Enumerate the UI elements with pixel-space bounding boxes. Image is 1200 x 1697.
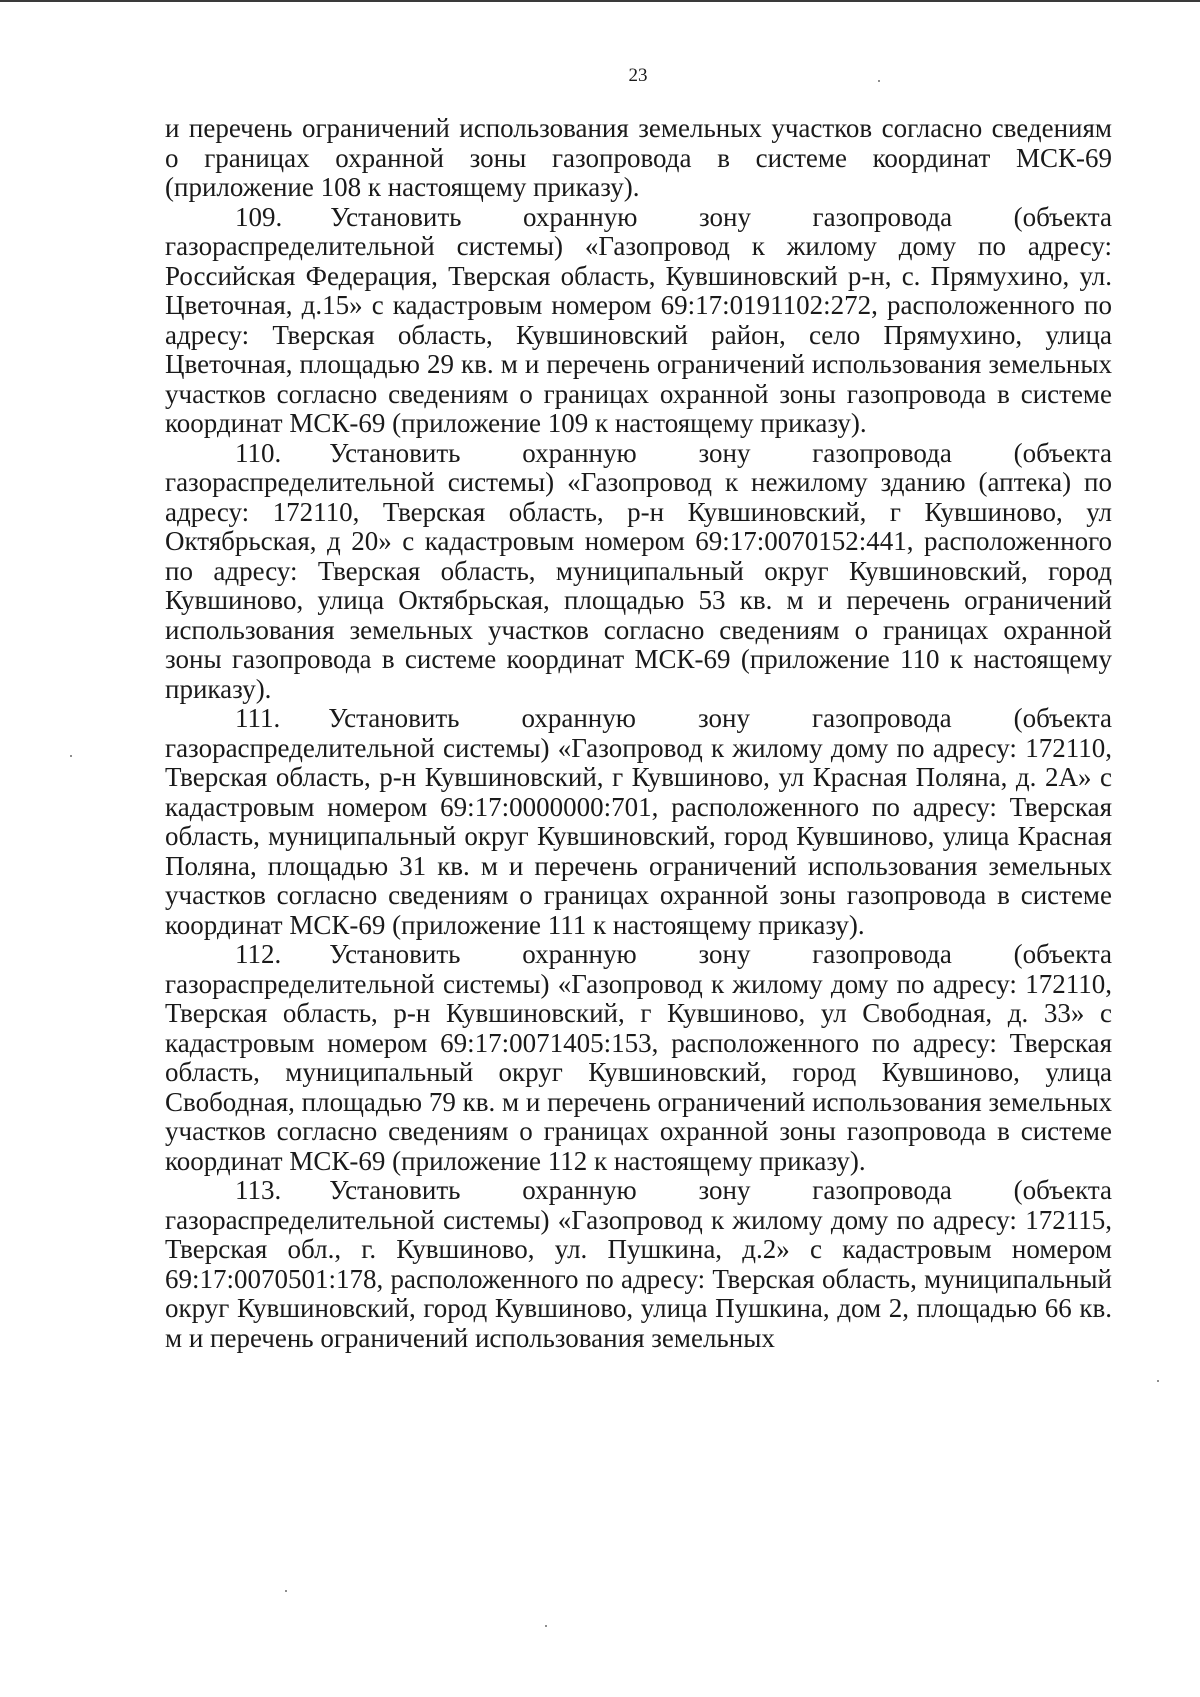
paragraph-item-111: [165, 704, 1112, 940]
paragraph-number: 113.: [235, 1175, 282, 1205]
paragraph-item-112: [165, 940, 1112, 1176]
paragraph-item-109: [165, 203, 1112, 439]
paragraph-text: Установить охранную зону газопровода (объекта газораспределительной системы) «Газопровод к жилому дому по адресу: 172110, Тверская область, р-н Кувшиновский, г Кувшиново, ул Красная Поляна, д. 2А» с кадастровым номером 69:17:0000000:701, расположенного по адресу: Тверская область, муниципальный округ Кувшиновский, город Кувшиново, улица Красная Поляна, площадью 31 кв. м и перечень ограничений использования земельных участков согласно сведениям о границах охранной зоны газопровода в системе координат МСК-69 (приложение 111 к настоящему приказу).: [165, 703, 1112, 940]
scan-speck: [545, 1625, 547, 1627]
paragraph-text: Установить охранную зону газопровода (объекта газораспределительной системы) «Газопровод к жилому дому по адресу: 172115, Тверская обл., г. Кувшиново, ул. Пушкина, д.2» с кадастровым номером 69:17:0070501:178, расположенного по адресу: Тверская область, муниципальный округ Кувшиновский, город Кувшиново, улица Пушкина, дом 2, площадью 66 кв. м и перечень ограничений использования земельных: [165, 1175, 1112, 1353]
paragraph-text: Установить охранную зону газопровода (объекта газораспределительной системы) «Газопровод к нежилому зданию (аптека) по адресу: 172110, Тверская область, р-н Кувшиновский, г Кувшиново, ул Октябрьская, д 20» с кадастровым номером 69:17:0070152:441, расположенного по адресу: Тверская область, муниципальный округ Кувшиновский, город Кувшиново, улица Октябрьская, площадью 53 кв. м и перечень ограничений использования земельных участков согласно сведениям о границах охранной зоны газопровода в системе координат МСК-69 (приложение 110 к настоящему приказу).: [165, 437, 1112, 704]
scan-speck: [1157, 1380, 1159, 1382]
document-body: [165, 114, 1112, 1353]
scan-speck: [285, 1590, 287, 1592]
paragraph-text: и перечень ограничений использования земельных участков согласно сведениям о границах охранной зоны газопровода в системе координат МСК-69 (приложение 108 к настоящему приказу).: [165, 113, 1112, 202]
paragraph-number: 112.: [235, 939, 282, 969]
paragraph-number: 109.: [235, 201, 283, 232]
paragraph-text: Установить охранную зону газопровода (объекта газораспределительной системы) «Газопровод к жилому дому по адресу: 172110, Тверская область, р-н Кувшиновский, г Кувшиново, ул Свободная, д. 33» с кадастровым номером 69:17:0071405:153, расположенного по адресу: Тверская область, муниципальный округ Кувшиновский, город Кувшиново, улица Свободная, площадью 79 кв. м и перечень ограничений использования земельных участков согласно сведениям о границах охранной зоны газопровода в системе координат МСК-69 (приложение 112 к настоящему приказу).: [165, 939, 1112, 1176]
paragraph-number: 111.: [235, 703, 281, 733]
paragraph-item-110: [165, 439, 1112, 705]
scan-speck: [70, 755, 72, 757]
scan-speck: [878, 80, 880, 82]
page-number: 23: [628, 65, 648, 86]
paragraph-number: 110.: [235, 437, 282, 468]
paragraph-text: Установить охранную зону газопровода (объекта газораспределительной системы) «Газопровод к жилому дому по адресу: Российская Федерация, Тверская область, Кувшиновский р-н, с. Прямухино, ул. Цветочная, д.15» с кадастровым номером 69:17:0191102:272, расположенного по адресу: Тверская область, Кувшиновский район, село Прямухино, улица Цветочная, площадью 29 кв. м и перечень ограничений использования земельных участков согласно сведениям о границах охранной зоны газопровода в системе координат МСК-69 (приложение 109 к настоящему приказу).: [165, 201, 1112, 438]
paragraph-continuation: [165, 114, 1112, 203]
scan-top-edge: [0, 0, 1200, 2]
paragraph-item-113: [165, 1176, 1112, 1353]
